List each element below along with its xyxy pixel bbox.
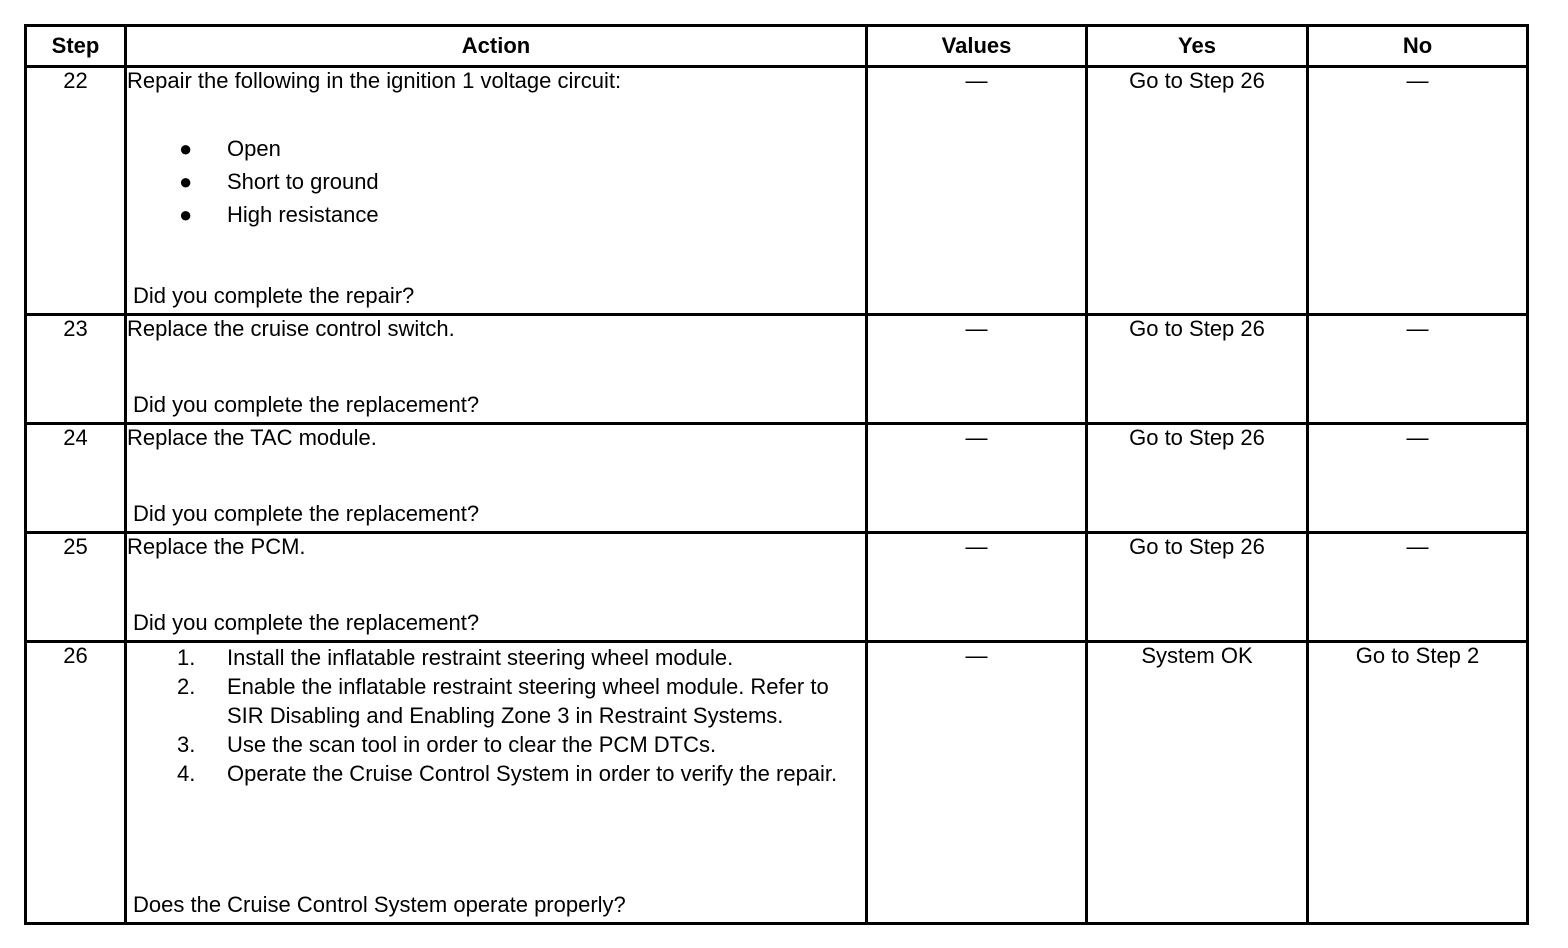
header-row (26, 26, 1528, 67)
numbered-list (127, 643, 865, 788)
header-action: Action (126, 26, 867, 67)
list-item-text: Install the inflatable restraint steering wheel module. (227, 645, 734, 670)
values-cell: — (867, 642, 1087, 924)
list-item (127, 759, 865, 788)
list-item-text: High resistance (227, 202, 379, 227)
list-item-text: Open (227, 136, 281, 161)
list-item-text: Short to ground (227, 169, 379, 194)
action-cell (126, 67, 867, 315)
yes-cell: Go to Step 26 (1087, 424, 1308, 533)
list-item (127, 672, 865, 730)
step-number: 24 (26, 424, 126, 533)
list-item-text: Enable the inflatable restraint steering wheel module. Refer to SIR Disabling and Enabling Zone 3 in Restraint Systems. (227, 674, 829, 728)
bullet-icon: ● (179, 169, 193, 194)
table-row (26, 533, 1528, 642)
action-question: Did you complete the repair? (133, 283, 415, 308)
list-item-text: Use the scan tool in order to clear the PCM DTCs. (227, 732, 717, 757)
bullet-icon: ● (179, 136, 193, 161)
table-row (26, 315, 1528, 424)
values-cell: — (867, 424, 1087, 533)
values-cell: — (867, 315, 1087, 424)
step-number: 26 (26, 642, 126, 924)
step-number: 22 (26, 67, 126, 315)
values-cell: — (867, 533, 1087, 642)
no-cell: Go to Step 2 (1308, 642, 1528, 924)
bullet-icon: ● (179, 202, 193, 227)
step-number: 23 (26, 315, 126, 424)
action-intro: Repair the following in the ignition 1 voltage circuit: (127, 68, 622, 93)
action-intro: Replace the cruise control switch. (127, 316, 455, 341)
list-item (127, 730, 865, 759)
diagnostic-steps-table (24, 24, 1529, 925)
table-row (26, 67, 1528, 315)
header-yes: Yes (1087, 26, 1308, 67)
bullet-list (127, 132, 865, 231)
list-item (127, 643, 865, 672)
list-item (127, 165, 865, 198)
action-cell (126, 315, 867, 424)
yes-cell: Go to Step 26 (1087, 67, 1308, 315)
list-number: 2. (177, 674, 196, 699)
no-cell: — (1308, 315, 1528, 424)
no-cell: — (1308, 67, 1528, 315)
list-item (127, 198, 865, 231)
step-number: 25 (26, 533, 126, 642)
yes-cell: Go to Step 26 (1087, 315, 1308, 424)
values-cell: — (867, 67, 1087, 315)
header-no: No (1308, 26, 1528, 67)
no-cell: — (1308, 533, 1528, 642)
header-step: Step (26, 26, 126, 67)
action-intro: Replace the PCM. (127, 534, 306, 559)
action-cell (126, 642, 867, 924)
list-number: 1. (177, 645, 196, 670)
list-number: 3. (177, 732, 196, 757)
list-number: 4. (177, 761, 196, 786)
action-question: Does the Cruise Control System operate properly? (133, 892, 626, 917)
table-row (26, 424, 1528, 533)
action-question: Did you complete the replacement? (133, 392, 480, 417)
no-cell: — (1308, 424, 1528, 533)
header-values: Values (867, 26, 1087, 67)
action-question: Did you complete the replacement? (133, 610, 480, 635)
list-item (127, 132, 865, 165)
table-row (26, 642, 1528, 924)
list-item-text: Operate the Cruise Control System in order to verify the repair. (227, 761, 838, 786)
yes-cell: System OK (1087, 642, 1308, 924)
action-question: Did you complete the replacement? (133, 501, 480, 526)
action-intro: Replace the TAC module. (127, 425, 377, 450)
yes-cell: Go to Step 26 (1087, 533, 1308, 642)
action-cell (126, 533, 867, 642)
action-cell (126, 424, 867, 533)
